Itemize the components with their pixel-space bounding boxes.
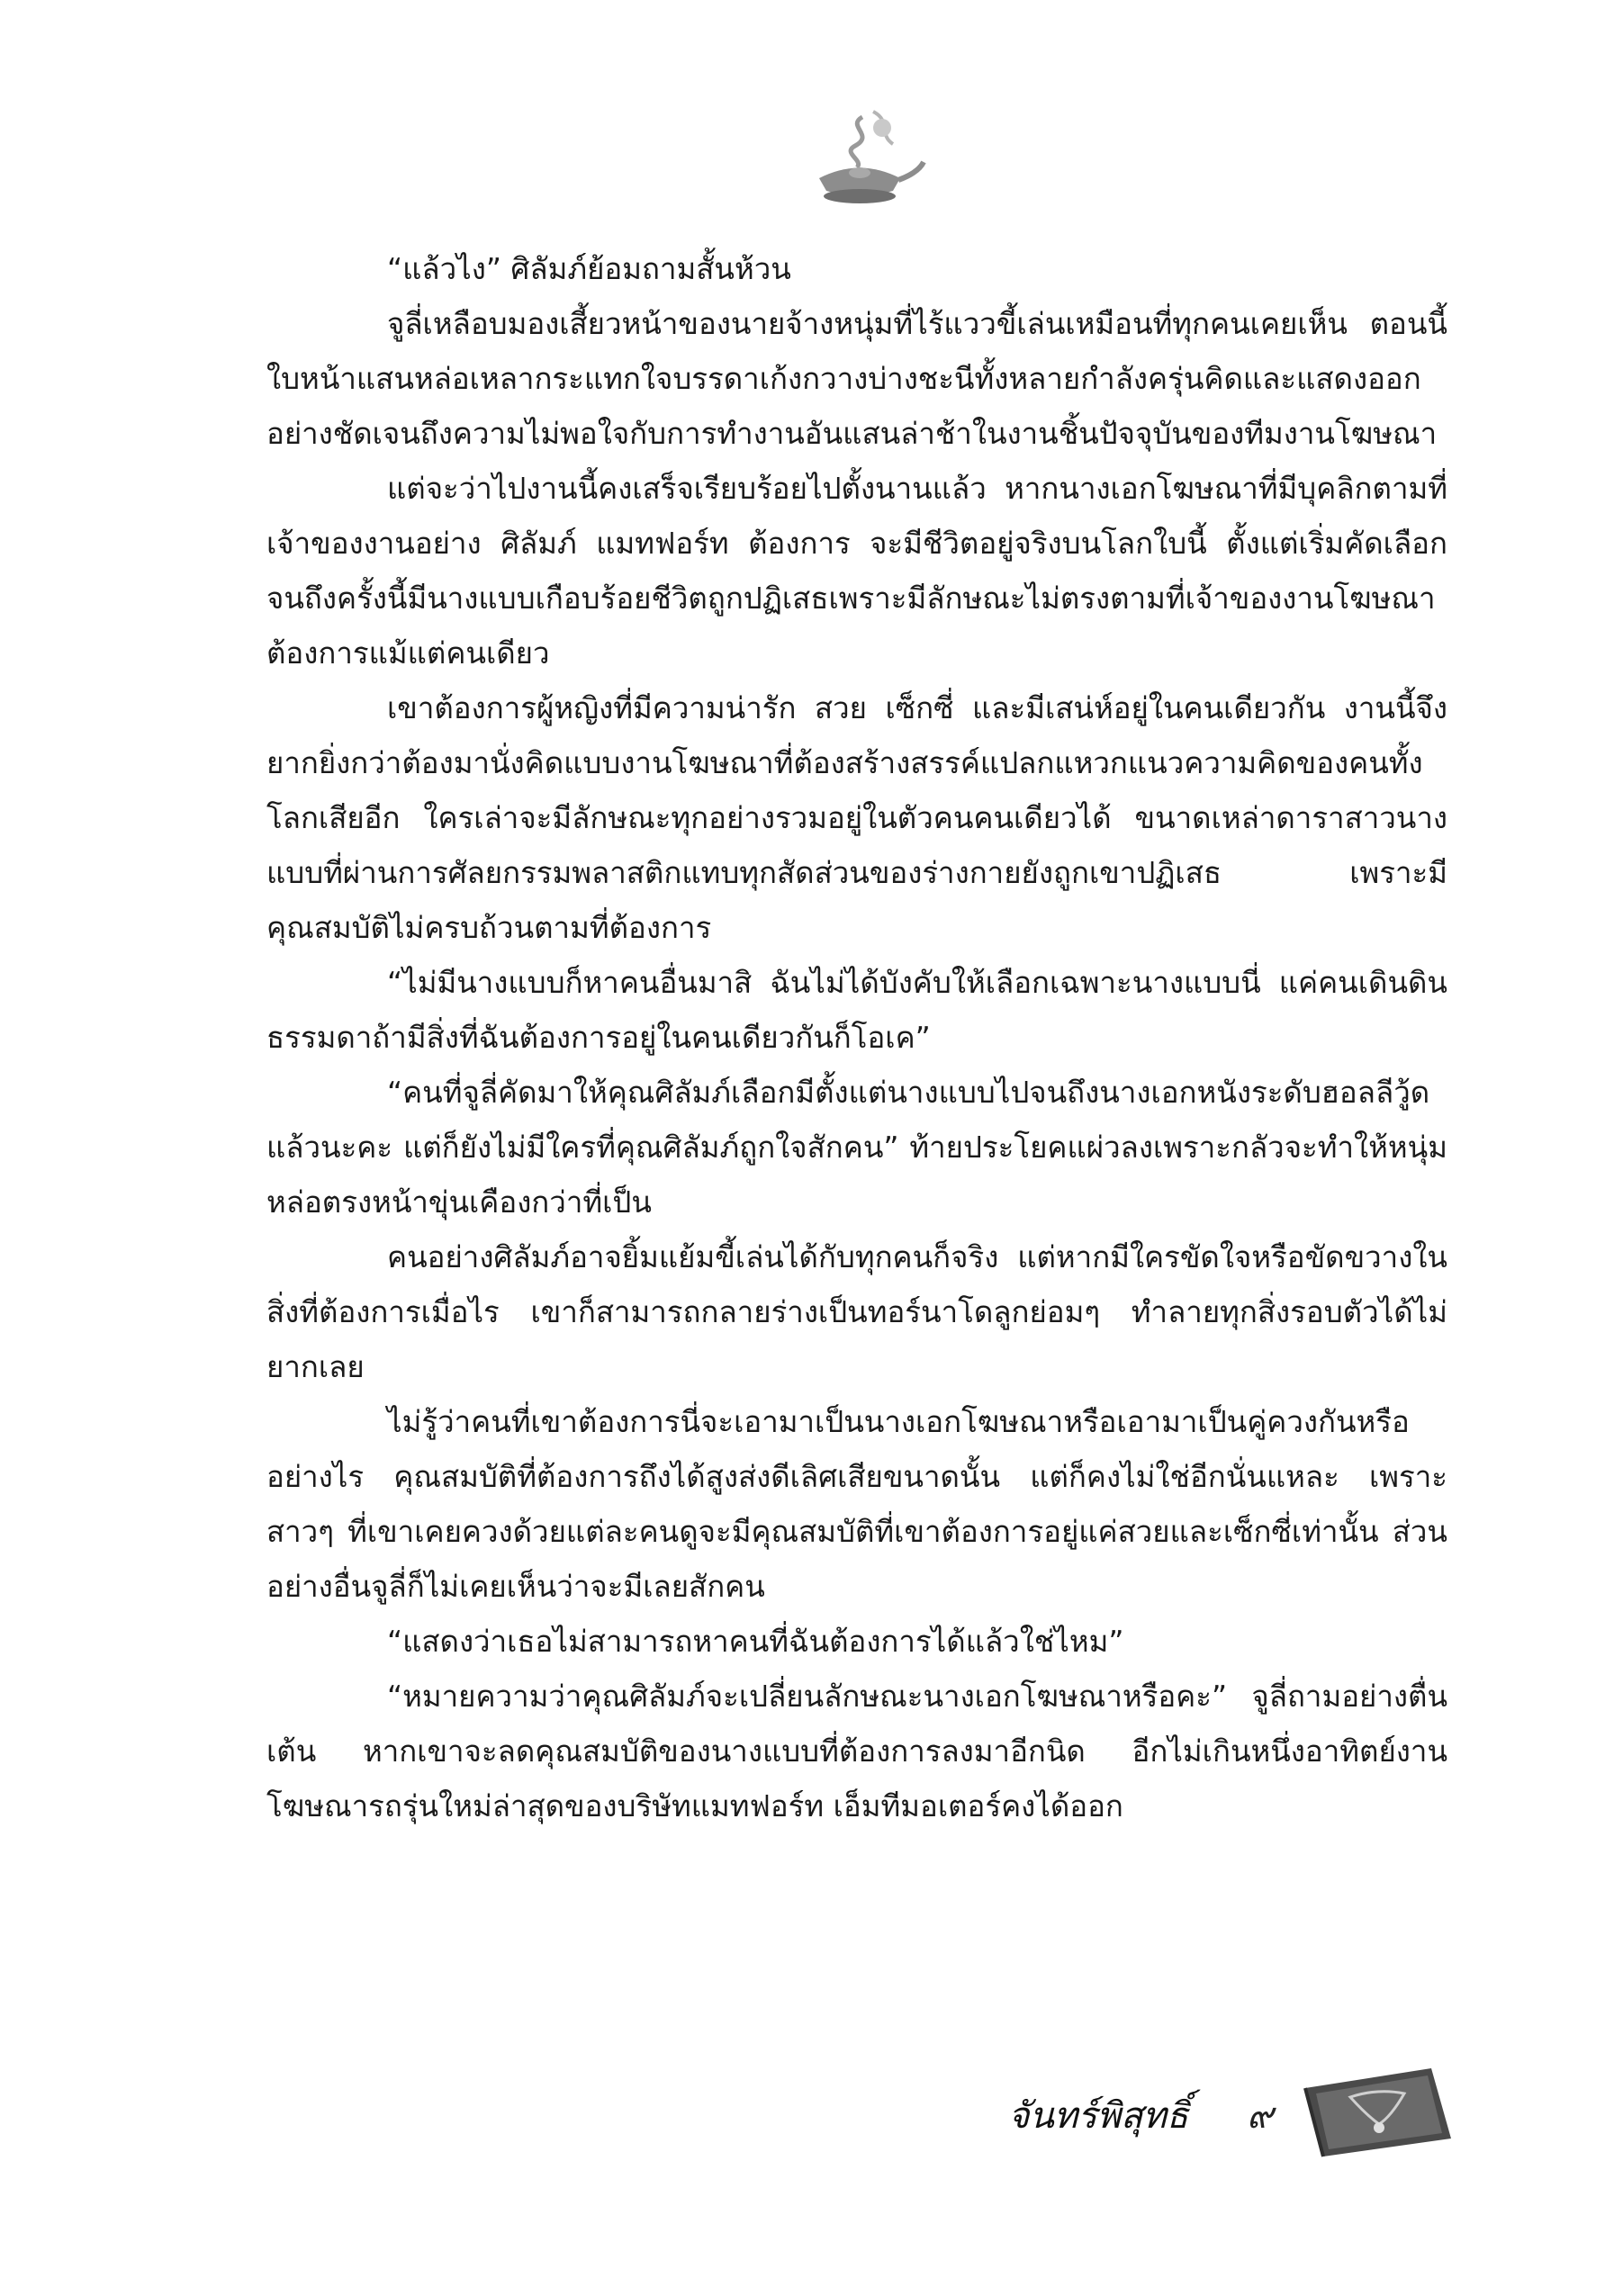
page-number: ๙ (1247, 2095, 1274, 2137)
paragraph: แต่จะว่าไปงานนี้คงเสร็จเรียบร้อยไปตั้งนานแล้ว หากนางเอกโฆษณาที่มีบุคลิกตามที่เจ้าของงานอย่าง ศิลัมภ์ แมทฟอร์ท ต้องการ จะมีชีวิตอยู่จริงบนโลกใบนี้ ตั้งแต่เริ่มคัดเลือกจนถึงครั้งนี้มีนางแบบเกือบร้อยชีวิตถูกปฏิเสธเพราะมีลักษณะไม่ตรงตามที่เจ้าของงานโฆษณาต้องการแม้แต่คนเดียว (266, 471, 1447, 671)
paragraph: จูลี่เหลือบมองเสี้ยวหน้าของนายจ้างหนุ่มที่ไร้แววขี้เล่นเหมือนที่ทุกคนเคยเห็น ตอนนี้ใบหน้าแสนหล่อเหลากระแทกใจบรรดาเก้งกวางบ่างชะนีทั้งหลายกำลังครุ่นคิดและแสดงออกอย่างชัดเจนถึงความไม่พอใจกับการทำงานอันแสนล่าช้าในงานชิ้นปัจจุบันของทีมงานโฆษณา (266, 306, 1447, 451)
jewelry-box-icon (1296, 2061, 1458, 2160)
paragraph: “ไม่มีนางแบบก็หาคนอื่นมาสิ ฉันไม่ได้บังคับให้เลือกเฉพาะนางแบบนี่ แค่คนเดินดินธรรมดาถ้ามีสิ่งที่ฉันต้องการอยู่ในคนเดียวกันก็โอเค” (266, 965, 1447, 1055)
paragraph: “คนที่จูลี่คัดมาให้คุณศิลัมภ์เลือกมีตั้งแต่นางแบบไปจนถึงนางเอกหนังระดับฮอลลีวู้ดแล้วนะคะ แต่ก็ยังไม่มีใครที่คุณศิลัมภ์ถูกใจสักคน” ท้ายประโยคแผ่วลงเพราะกลัวจะทำให้หนุ่มหล่อตรงหน้าขุ่นเคืองกว่าที่เป็น (266, 1075, 1447, 1220)
paragraph: เขาต้องการผู้หญิงที่มีความน่ารัก สวย เซ็กซี่ และมีเสน่ห์อยู่ในคนเดียวกัน งานนี้จึงยากยิ่งกว่าต้องมานั่งคิดแบบงานโฆษณาที่ต้องสร้างสรรค์แปลกแหวกแนวความคิดของคนทั้งโลกเสียอีก ใครเล่าจะมีลักษณะทุกอย่างรวมอยู่ในตัวคนคนเดียวได้ ขนาดเหล่าดาราสาวนางแบบที่ผ่านการศัลยกรรมพลาสติกแทบทุกสัดส่วนของร่างกายยังถูกเขาปฏิเสธ เพราะมีคุณสมบัติไม่ครบถ้วนตามที่ต้องการ (266, 690, 1447, 945)
body-text (266, 241, 1447, 1833)
paragraph: คนอย่างศิลัมภ์อาจยิ้มแย้มขี้เล่นได้กับทุกคนก็จริง แต่หากมีใครขัดใจหรือขัดขวางในสิ่งที่ต้องการเมื่อไร เขาก็สามารถกลายร่างเป็นทอร์นาโดลูกย่อมๆ ทำลายทุกสิ่งรอบตัวได้ไม่ยากเลย (266, 1239, 1447, 1384)
paragraph: ไม่รู้ว่าคนที่เขาต้องการนี่จะเอามาเป็นนางเอกโฆษณาหรือเอามาเป็นคู่ควงกันหรืออย่างไร คุณสมบัติที่ต้องการถึงได้สูงส่งดีเลิศเสียขนาดนั้น แต่ก็คงไม่ใช่อีกนั่นแหละ เพราะสาวๆ ที่เขาเคยควงด้วยแต่ละคนดูจะมีคุณสมบัติที่เขาต้องการอยู่แค่สวยและเซ็กซี่เท่านั้น ส่วนอย่างอื่นจูลี่ก็ไม่เคยเห็นว่าจะมีเลยสักคน (266, 1404, 1447, 1604)
paragraph: “หมายความว่าคุณศิลัมภ์จะเปลี่ยนลักษณะนางเอกโฆษณาหรือคะ” จูลี่ถามอย่างตื่นเต้น หากเขาจะลดคุณสมบัติของนางแบบที่ต้องการลงมาอีกนิด อีกไม่เกินหนึ่งอาทิตย์งานโฆษณารถรุ่นใหม่ล่าสุดของบริษัทแมทฟอร์ท เอ็มทีมอเตอร์คงได้ออก (266, 1679, 1447, 1823)
paragraph: “แล้วไง” ศิลัมภ์ย้อมถามสั้นห้วน (387, 251, 791, 286)
page-footer (990, 2061, 1458, 2160)
lamp-ornament-icon (792, 108, 927, 212)
paragraph: “แสดงว่าเธอไม่สามารถหาคนที่ฉันต้องการได้แล้วใช่ไหม” (387, 1624, 1124, 1659)
author-name: จันทร์พิสุทธิ์ (1008, 2095, 1189, 2137)
